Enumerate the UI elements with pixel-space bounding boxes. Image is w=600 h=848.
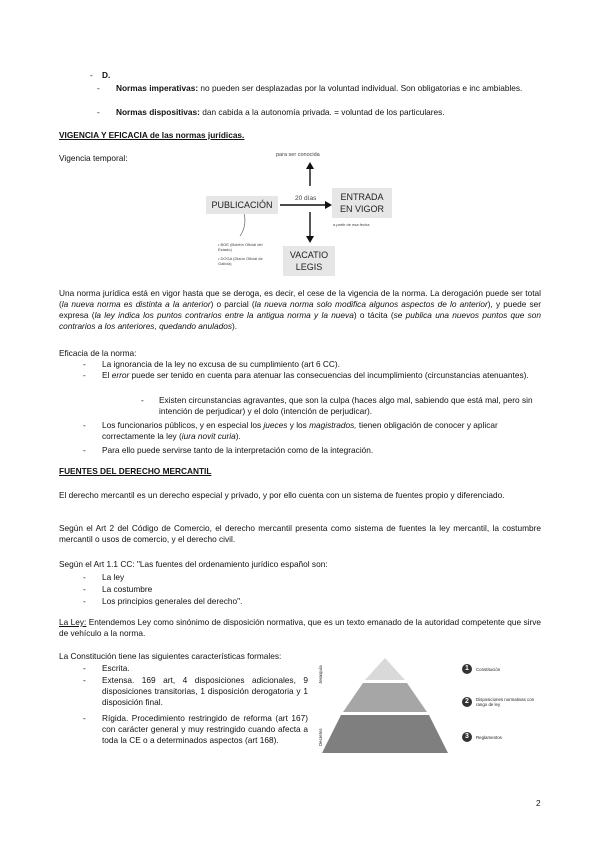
item-d: D. (102, 70, 111, 80)
vacatio-box (283, 246, 335, 276)
bullet: - (83, 572, 86, 582)
arrow-label: 20 días (295, 195, 317, 202)
vacatio-line1: VACATIO (289, 250, 329, 260)
eficacia-subitem: Existen circunstancias agravantes, que son la culpa (haces algo mal, sabiendo que está mal, pero sin intención de perjudicar) y el dolo (intención de perjudicar). (159, 395, 533, 416)
fuentes-list-item: La ley (102, 572, 125, 582)
entrada-line2: EN VIGOR (339, 204, 384, 214)
bullet: - (97, 83, 100, 93)
para-text: ) o parcial ( (210, 299, 255, 309)
const-item-3: Rígida. Procedimiento restringido de reforma (art 167) con carácter general y muy restringido cuando afecta a toda la CE o a determinados aspectos (art 168). (102, 713, 308, 745)
vigencia-heading: VIGENCIA Y EFICACIA de las normas jurídicas. (59, 130, 245, 140)
item-text: y los (289, 420, 307, 430)
bullet: - (141, 395, 144, 405)
para-text: Una norma jurídica está en vigor hasta que se deroga, es decir, el cese de la vigencia de la norma. La derogación puede ser total ( (59, 288, 541, 309)
eficacia-item-1: La ignorancia de la ley no excusa de su cumplimiento (art 6 CC). (102, 359, 340, 369)
bullet: - (83, 370, 86, 380)
bullet: - (83, 596, 86, 606)
publicacion-box: PUBLICACIÓN (206, 196, 278, 214)
item-text: El (102, 370, 110, 380)
pyramid-num-3: 3 (462, 732, 472, 742)
bullet: - (83, 584, 86, 594)
bullet: - (83, 359, 86, 369)
fuentes-list-item: Los principios generales del derecho". (102, 596, 243, 606)
pyramid-side-bottom: Decretos (318, 728, 323, 746)
note-boe-text: BOE (Boletín Oficial del Estado) (218, 242, 263, 252)
top-note: para ser conocida (276, 152, 320, 158)
note-doga: • DOGA (Diario Oficial de Galicia) (218, 256, 263, 266)
entrada-line1: ENTRADA (340, 192, 384, 202)
pyramid-label-2: Disposiciones normativas con rango de ley (476, 697, 535, 707)
pyramid-level-1 (365, 658, 405, 680)
para-italic: la nueva norma es distinta a la anterior (61, 299, 211, 309)
para-italic: la nueva norma solo modifica algunos aspectos de lo anterior (254, 299, 488, 309)
ley-text: Entendemos Ley como sinónimo de disposición normativa, que es un texto emanado de la autoridad competente que sirve de vehículo a la norma. (59, 617, 542, 638)
bullet: - (83, 445, 86, 455)
bullet: - (83, 675, 86, 685)
eficacia-item-2 (102, 370, 542, 381)
item-text: tienen obligación de conocer y aplicar correctamente la ley ( (102, 420, 498, 441)
para-italic: se publica una nuevos puntos que son contrarios a los anteriores, quedando anulados (59, 310, 541, 331)
bracket (240, 213, 245, 236)
page-number: 2 (536, 798, 541, 808)
pyramid-level-3 (322, 715, 448, 753)
note-doga-text: DOGA (Diario Oficial de Galicia) (218, 256, 263, 266)
const-intro: La Constitución tiene las siguientes características formales: (59, 651, 282, 661)
item-italic: magistrados, (309, 420, 357, 430)
entrada-note: a partir de esa fecha (333, 222, 370, 227)
imperativas-text: no pueden ser desplazadas por la voluntad individual. Son obligatorias e inc ambiables. (200, 83, 523, 93)
para-text: ). (231, 321, 238, 331)
pyramid-num-2: 2 (462, 697, 472, 707)
item-text: puede ser tenido en cuenta para atenuar las consecuencias del incumplimiento (circunstancias atenuantes). (131, 370, 529, 380)
fuentes-p1: El derecho mercantil es un derecho especial y privado, y por ello cuenta con un sistema de fuentes propio y diferenciado. (59, 490, 505, 500)
bullet: - (83, 713, 86, 723)
bullet: - (97, 107, 100, 117)
eficacia-item-3 (102, 420, 542, 442)
pyramid-side-top: Jerarquía (318, 665, 323, 684)
para-text: ) o tácita ( (353, 310, 394, 320)
dispositivas-label: Normas dispositivas: (116, 107, 200, 117)
bullet: - (83, 420, 86, 430)
pyramid-num-1: 1 (462, 664, 472, 674)
fuentes-heading: FUENTES DEL DERECHO MERCANTIL (59, 466, 212, 476)
para-text: ), y puede ser expresa ( (59, 299, 541, 320)
entrada-box (332, 188, 392, 218)
item-italic: jueces (263, 420, 288, 430)
const-item-1: Escrita. (102, 663, 130, 673)
item-text: Los funcionarios públicos, y en especial los (102, 420, 262, 430)
vacatio-line2: LEGIS (295, 262, 323, 272)
eficacia-label: Eficacia de la norma: (59, 348, 137, 358)
vigencia-temporal-label: Vigencia temporal: (59, 153, 128, 163)
imperativas-label: Normas imperativas: (116, 83, 199, 93)
fuentes-p2: Según el Art 2 del Código de Comercio, el derecho mercantil presenta como sistema de fuentes la ley mercantil, la costumbre mercantil o usos de comercio, y el derecho civil. (59, 523, 541, 544)
eficacia-item-4: Para ello puede servirse tanto de la interpretación como de la integración. (102, 445, 374, 455)
note-boe: • BOE (Boletín Oficial del Estado) (218, 242, 263, 252)
pyramid-label-3: Reglamentos (476, 735, 502, 740)
const-item-2: Extensa. 169 art, 4 disposiciones adicionales, 9 disposiciones transitorias, 1 disposición derogatoria y 1 disposición final. (102, 675, 308, 707)
arrow-up-head (306, 162, 314, 169)
pyramid-level-2 (343, 683, 427, 712)
dispositivas-text: dan cabida a la autonomía privada. = voluntad de los particulares. (202, 107, 445, 117)
vigencia-paragraph (59, 288, 541, 332)
fuentes-list-item: La costumbre (102, 584, 153, 594)
fuentes-p3: Según el Art 1.1 CC: "Las fuentes del ordenamiento jurídico español son: (59, 559, 328, 569)
bullet: - (90, 70, 93, 80)
ley-paragraph (59, 617, 541, 639)
para-italic: la ley indica los puntos contrarios entre la antigua norma y la nueva (94, 310, 354, 320)
arrow-down-head (306, 236, 314, 243)
pyramid-label-1: Constitución (476, 667, 501, 672)
item-italic: iura novit curia (181, 431, 236, 441)
item-italic: error (111, 370, 130, 380)
ley-label: La Ley: (59, 617, 87, 627)
item-text: ). (235, 431, 241, 441)
bullet: - (83, 663, 86, 673)
arrow-right-head (325, 201, 332, 209)
